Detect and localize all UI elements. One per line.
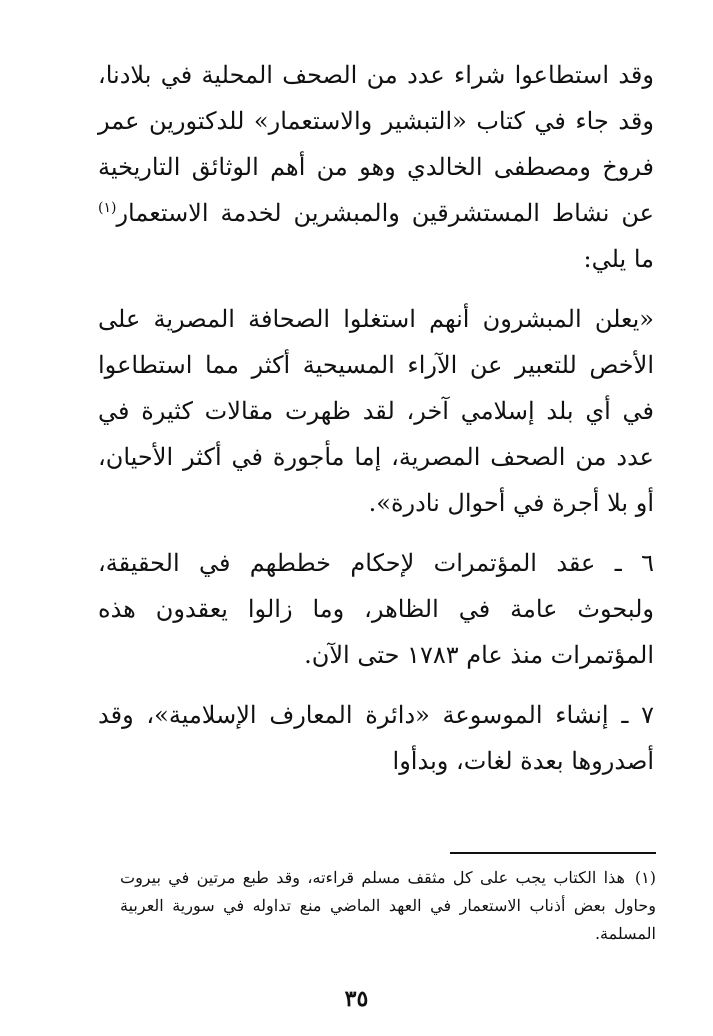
main-text xyxy=(98,52,654,784)
paragraph-1-text: وقد استطاعوا شراء عدد من الصحف المحلية في بلادنا، وقد جاء في كتاب «التبشير والاستعمار» للدكتورين عمر فروخ ومصطفى الخالدي وهو من أهم الوثائق التاريخية عن نشاط المستشرقين والمبشرين لخدمة الاستعمار xyxy=(98,61,654,227)
page-number: ٣٥ xyxy=(344,986,369,1012)
footnote-divider xyxy=(450,852,656,854)
paragraph-2-quote: «يعلن المبشرون أنهم استغلوا الصحافة المصرية على الأخص للتعبير عن الآراء المسيحية أكثر مما استطاعوا في أي بلد إسلامي آخر، لقد ظهرت مقالات كثيرة في عدد من الصحف المصرية، إما مأجورة في أكثر الأحيان، أو بلا أجرة في أحوال نادرة». xyxy=(98,305,654,517)
footnote-marker: (١) xyxy=(634,868,656,887)
paragraph-1 xyxy=(98,52,654,282)
paragraph-3-item-6: ٦ ـ عقد المؤتمرات لإحكام خططهم في الحقيقة، ولبحوث عامة في الظاهر، وما زالوا يعقدون هذه المؤتمرات منذ عام ١٧٨٣ حتى الآن. xyxy=(98,549,654,669)
footnote-reference: (١) xyxy=(98,200,117,216)
paragraph-4-item-7: ٧ ـ إنشاء الموسوعة «دائرة المعارف الإسلامية»، وقد أصدروها بعدة لغات، وبدأوا xyxy=(98,701,654,775)
footnote xyxy=(120,864,656,948)
footnote-text: هذا الكتاب يجب على كل مثقف مسلم قراءته، وقد طبع مرتين في بيروت وحاول بعض أذناب الاستعمار في العهد الماضي منع تداوله في سورية العربية المسلمة. xyxy=(120,868,657,943)
paragraph-1-ending: ما يلي: xyxy=(583,245,654,273)
